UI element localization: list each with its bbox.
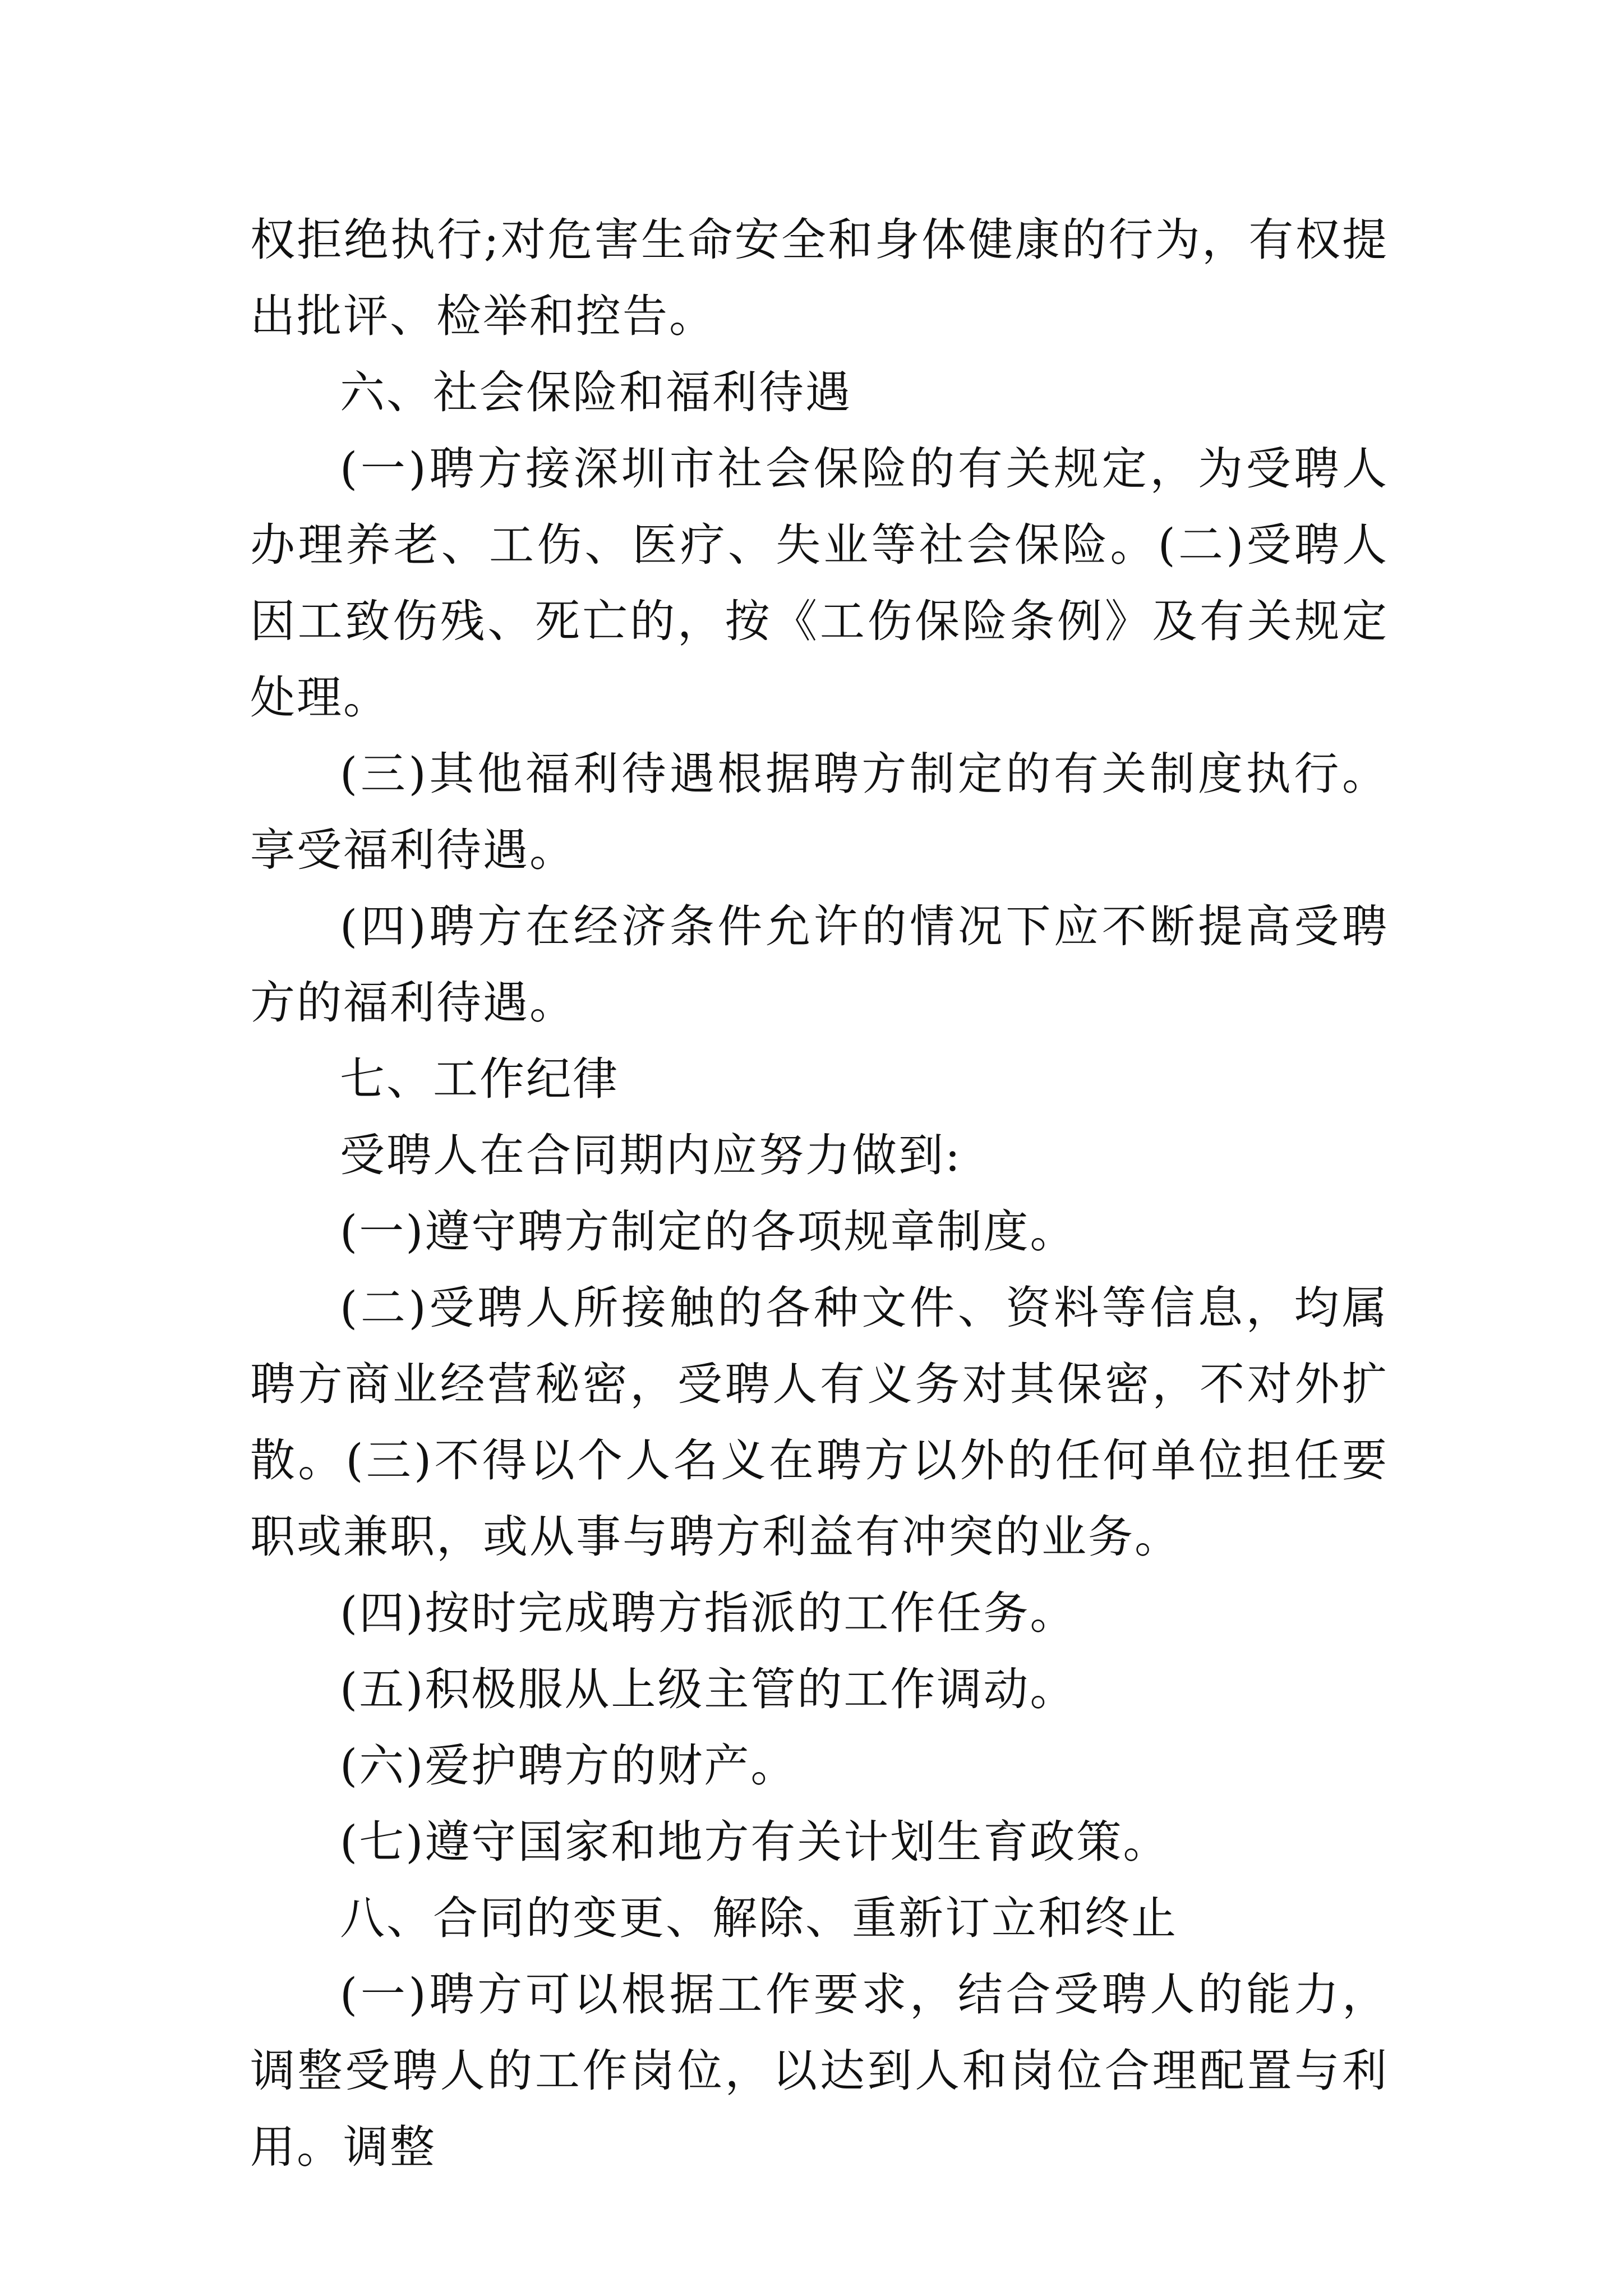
section-heading-social-insurance: 六、社会保险和福利待遇 xyxy=(340,366,852,418)
paragraph-insurance-clause-4: (四)聘方在经济条件允许的情况下应不断提高受聘方的福利待遇。 xyxy=(250,900,1389,1029)
section-heading-work-discipline: 七、工作纪律 xyxy=(340,1053,619,1105)
paragraph-insurance-clause-1-2: (一)聘方接深圳市社会保险的有关规定，为受聘人办理养老、工伤、医疗、失业等社会保险。(二)受聘人因工致伤残、死亡的，按《工伤保险条例》及有关规定处理。 xyxy=(250,443,1389,724)
paragraph-contract-change-clause-1: (一)聘方可以根据工作要求，结合受聘人的能力，调整受聘人的工作岗位，以达到人和岗位合理配置与利用。调整 xyxy=(250,1968,1389,2173)
paragraph-discipline-clause-5: (五)积极服从上级主管的工作调动。 xyxy=(340,1663,1077,1715)
paragraph-discipline-clause-6: (六)爱护聘方的财产。 xyxy=(340,1740,797,1792)
paragraph-insurance-clause-3: (三)其他福利待遇根据聘方制定的有关制度执行。享受福利待遇。 xyxy=(250,748,1389,876)
paragraph-continuation: 权拒绝执行;对危害生命安全和身体健康的行为，有权提出批评、检举和控告。 xyxy=(250,214,1389,342)
document-body xyxy=(250,202,1389,2185)
section-heading-contract-changes: 八、合同的变更、解除、重新订立和终止 xyxy=(340,1892,1178,1944)
paragraph-discipline-clause-2-3: (二)受聘人所接触的各种文件、资料等信息，均属聘方商业经营秘密，受聘人有义务对其保密，不对外扩散。(三)不得以个人名义在聘方以外的任何单位担任要职或兼职，或从事与聘方利益有冲突的业务。 xyxy=(250,1282,1389,1563)
paragraph-discipline-clause-7: (七)遵守国家和地方有关计划生育政策。 xyxy=(340,1816,1170,1868)
paragraph-discipline-clause-1: (一)遵守聘方制定的各项规章制度。 xyxy=(340,1205,1077,1258)
paragraph-discipline-clause-4: (四)按时完成聘方指派的工作任务。 xyxy=(340,1587,1077,1639)
paragraph-discipline-intro: 受聘人在合同期内应努力做到: xyxy=(340,1129,962,1181)
